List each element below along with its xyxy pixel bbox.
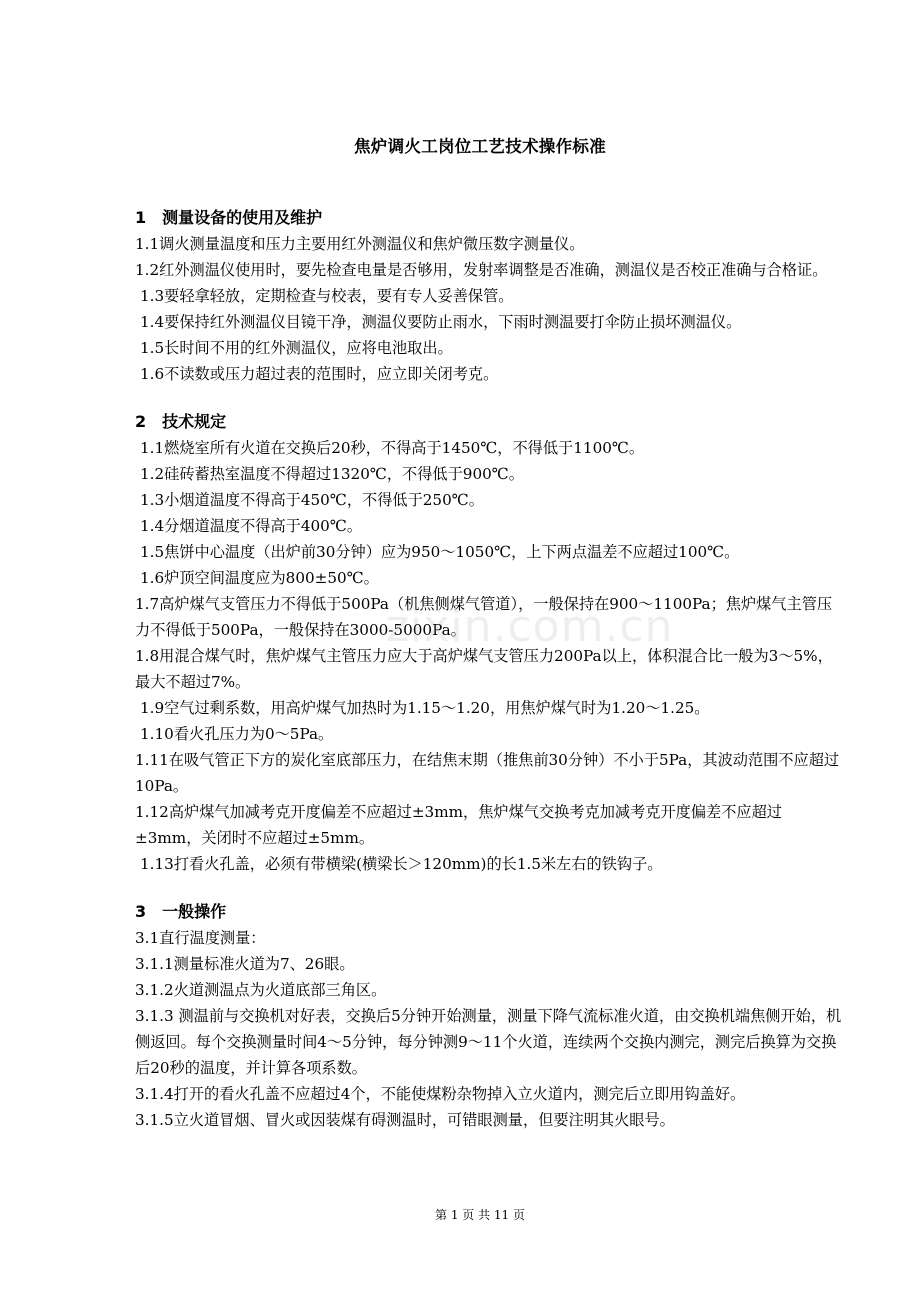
paragraph: 1.1调火测量温度和压力主要用红外测温仪和焦炉微压数字测量仪。: [135, 235, 585, 253]
paragraph: 3.1.3 测温前与交换机对好表，交换后5分钟开始测量，测量下降气流标准火道，由交换机端焦侧开始，机侧返回。每个交换测量时间4～5分钟，每分钟测9～11个火道，连续两个交换内测完，测完后换算为交换后20秒的温度，并计算各项系数。: [135, 1007, 842, 1077]
paragraph: 1.2硅砖蓄热室温度不得超过1320℃，不得低于900℃。: [140, 465, 524, 483]
paragraph: 1.5长时间不用的红外测温仪，应将电池取出。: [140, 339, 453, 357]
paragraph: 1.4要保持红外测温仪目镜干净，测温仪要防止雨水，下雨时测温要打伞防止损坏测温仪。: [140, 313, 742, 331]
paragraph: 1.6炉顶空间温度应为800±50℃。: [140, 569, 379, 587]
page-footer: 第 1 页 共 11 页: [435, 1208, 525, 1222]
paragraph: 1.3小烟道温度不得高于450℃，不得低于250℃。: [140, 491, 484, 509]
paragraph: 1.9空气过剩系数，用高炉煤气加热时为1.15～1.20，用焦炉煤气时为1.20～1.25。: [140, 699, 710, 717]
paragraph: 3.1.5立火道冒烟、冒火或因装煤有碍测温时，可错眼测量，但要注明其火眼号。: [135, 1111, 675, 1129]
document-body: [135, 205, 845, 1133]
paragraph: 1.3要轻拿轻放，定期检查与校表，要有专人妥善保管。: [140, 287, 514, 305]
paragraph: 1.8用混合煤气时，焦炉煤气主管压力应大于高炉煤气支管压力200Pa以上，体积混合比一般为3～5%，最大不超过7%。: [135, 647, 833, 691]
paragraph: 1.2红外测温仪使用时，要先检查电量是否够用，发射率调整是否准确，测温仪是否校正准确与合格证。: [135, 261, 828, 279]
paragraph: 1.13打看火孔盖，必须有带横梁(横梁长＞120mm)的长1.5米左右的铁钩子。: [140, 855, 663, 873]
paragraph: 3.1.4打开的看火孔盖不应超过4个，不能使煤粉杂物掉入立火道内，测完后立即用钩盖好。: [135, 1085, 746, 1103]
paragraph: 1.6不读数或压力超过表的范围时，应立即关闭考克。: [140, 365, 499, 383]
paragraph: 1.11在吸气管正下方的炭化室底部压力，在结焦末期（推焦前30分钟）不小于5Pa，其波动范围不应超过10Pa。: [135, 751, 840, 795]
paragraph: 1.5焦饼中心温度（出炉前30分钟）应为950～1050℃，上下两点温差不应超过100℃。: [140, 543, 740, 561]
watermark-text: zixin.com.cn: [386, 601, 674, 652]
paragraph: 1.10看火孔压力为0～5Pa。: [140, 725, 334, 743]
paragraph: 1.4分烟道温度不得高于400℃。: [140, 517, 363, 535]
section-heading: 1 测量设备的使用及维护: [135, 208, 323, 227]
paragraph: 3.1.1测量标准火道为7、26眼。: [135, 955, 355, 973]
section-heading: 2 技术规定: [135, 412, 227, 431]
paragraph: 3.1.2火道测温点为火道底部三角区。: [135, 981, 387, 999]
document-title: 焦炉调火工岗位工艺技术操作标准: [354, 137, 606, 156]
section-heading: 3 一般操作: [135, 902, 227, 921]
paragraph: 1.1燃烧室所有火道在交换后20秒，不得高于1450℃，不得低于1100℃。: [140, 439, 645, 457]
paragraph: 3.1直行温度测量：: [135, 929, 266, 947]
section-gap: [135, 877, 845, 899]
section-gap: [135, 387, 845, 409]
paragraph: 1.12高炉煤气加减考克开度偏差不应超过±3mm，焦炉煤气交换考克加减考克开度偏差不应超过±3mm，关闭时不应超过±5mm。: [135, 803, 782, 847]
paragraph: 1.7高炉煤气支管压力不得低于500Pa（机焦侧煤气管道），一般保持在900～1100Pa；焦炉煤气主管压力不得低于500Pa，一般保持在3000-5000Pa。: [135, 595, 833, 639]
